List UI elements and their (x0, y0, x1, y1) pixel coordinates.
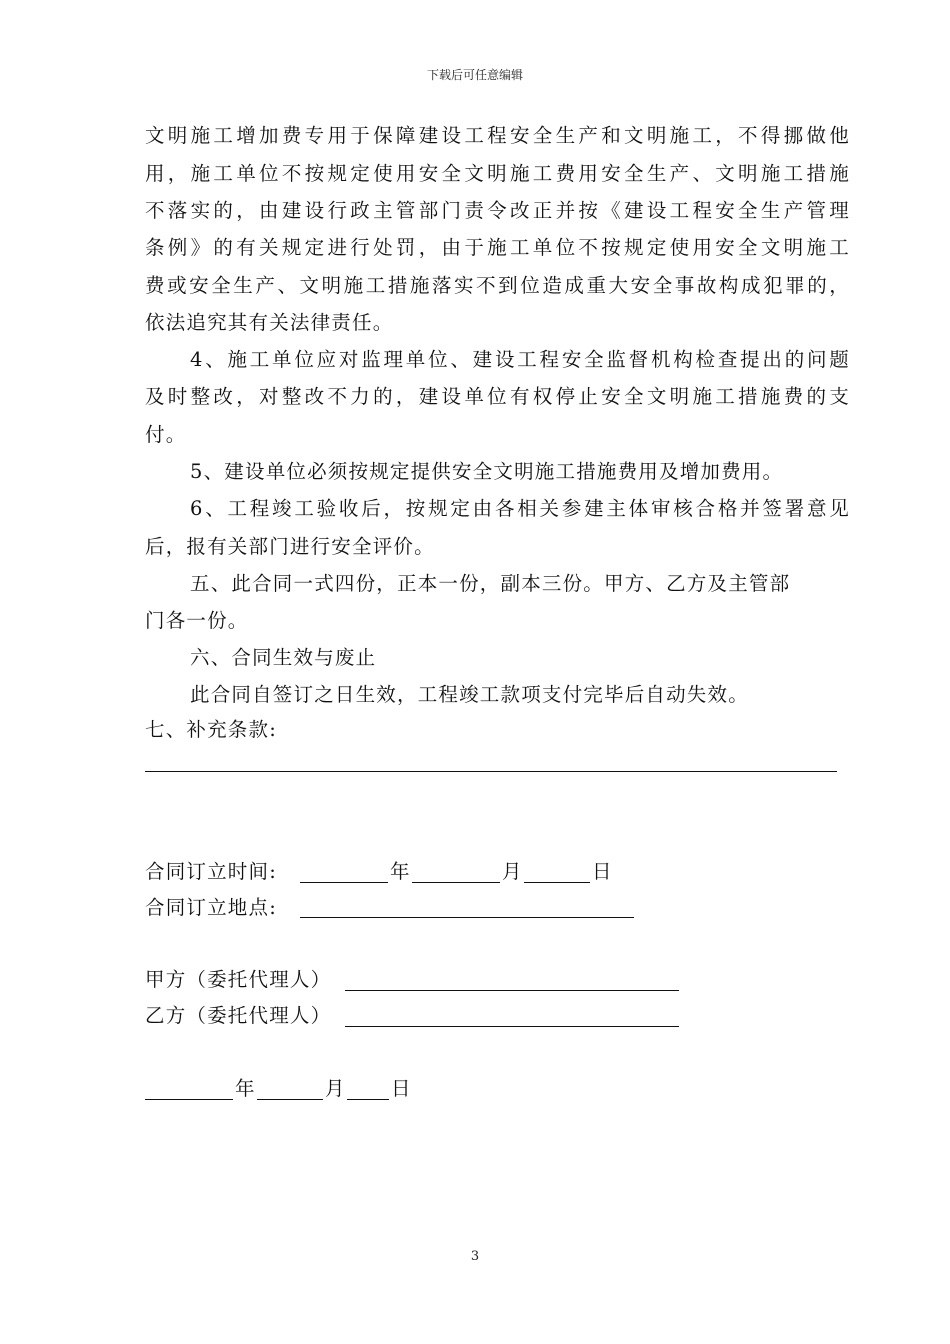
final-day-blank (347, 1099, 389, 1100)
day-blank (524, 882, 590, 883)
paragraph-line: 依法追究其有关法律责任。 (145, 311, 394, 334)
item-6-line: 后，报有关部门进行安全评价。 (145, 535, 435, 558)
supplementary-terms-blank (145, 771, 837, 772)
year-blank (300, 882, 388, 883)
page-header: 下载后可任意编辑 (426, 68, 523, 82)
page-number: 3 (470, 1249, 480, 1264)
final-year-label: 年 (235, 1077, 256, 1100)
item-6-line: 6、工程竣工验收后，按规定由各相关参建主体审核合格并签署意见 (190, 497, 850, 520)
item-5-line: 5、建设单位必须按规定提供安全文明施工措施费用及增加费用。 (190, 460, 784, 483)
party-b-signature-blank (345, 1026, 679, 1027)
paragraph-line: 用，施工单位不按规定使用安全文明施工费用安全生产、文明施工措施 (145, 162, 850, 185)
party-a-signature-blank (345, 990, 679, 991)
contract-place-label: 合同订立地点: (145, 896, 277, 919)
party-b-label: 乙方（委托代理人） (145, 1004, 332, 1027)
final-month-blank (257, 1099, 323, 1100)
section-7-title: 七、补充条款: (145, 718, 277, 741)
final-month-label: 月 (325, 1077, 346, 1100)
place-blank (300, 917, 634, 918)
item-4-line: 及时整改，对整改不力的，建设单位有权停止安全文明施工措施费的支 (145, 385, 850, 408)
paragraph-line: 条例》的有关规定进行处罚，由于施工单位不按规定使用安全文明施工 (145, 236, 850, 259)
item-4-line: 4、施工单位应对监理单位、建设工程安全监督机构检查提出的问题 (190, 348, 850, 371)
paragraph-line: 文明施工增加费专用于保障建设工程安全生产和文明施工，不得挪做他 (145, 124, 850, 147)
contract-date-label: 合同订立时间: (145, 860, 277, 883)
month-label: 月 (502, 860, 523, 883)
paragraph-line: 不落实的，由建设行政主管部门责令改正并按《建设工程安全生产管理 (145, 199, 850, 222)
month-blank (412, 882, 500, 883)
section-6-text: 此合同自签订之日生效，工程竣工款项支付完毕后自动失效。 (190, 683, 749, 706)
final-year-blank (145, 1099, 233, 1100)
section-6-title: 六、合同生效与废止 (190, 646, 377, 669)
party-a-label: 甲方（委托代理人） (145, 968, 332, 991)
section-5-line: 五、此合同一式四份，正本一份，副本三份。甲方、乙方及主管部 (190, 572, 791, 595)
year-label: 年 (390, 860, 411, 883)
final-day-label: 日 (391, 1077, 412, 1100)
section-5-line: 门各一份。 (145, 609, 249, 632)
item-4-line: 付。 (145, 423, 187, 446)
day-label: 日 (592, 860, 613, 883)
paragraph-line: 费或安全生产、文明施工措施落实不到位造成重大安全事故构成犯罪的， (145, 274, 850, 297)
